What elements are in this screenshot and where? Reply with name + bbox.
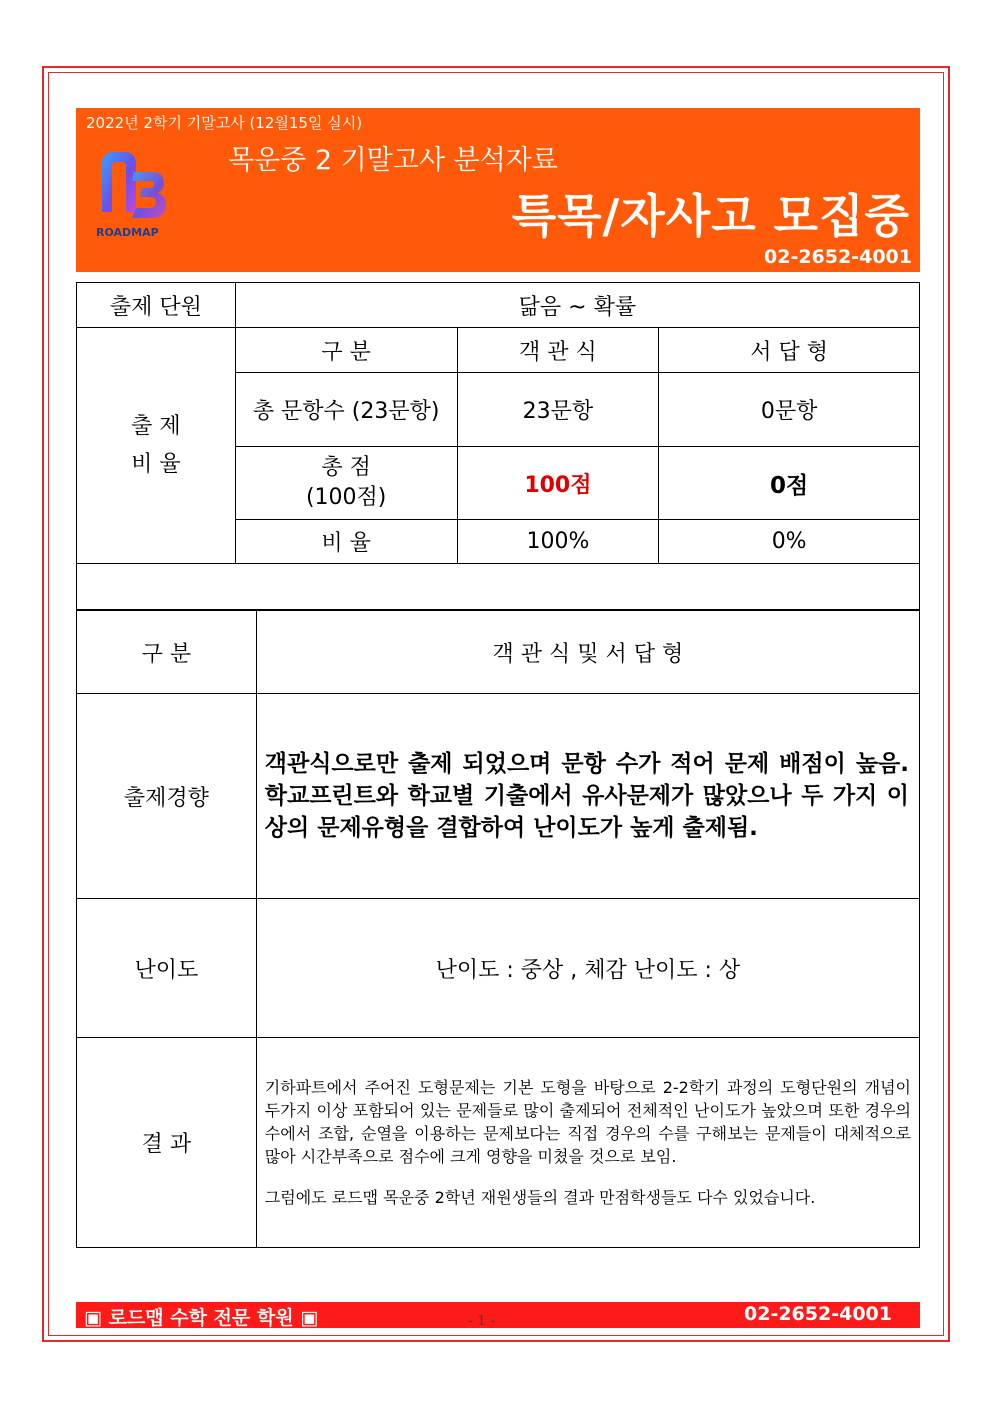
difficulty-text: 난이도 : 중상 , 체감 난이도 : 상 <box>256 899 919 1038</box>
ratio-section-label: 출 제 비 율 <box>77 328 236 564</box>
col-category: 구 분 <box>235 328 457 373</box>
result-label: 결 과 <box>77 1038 257 1248</box>
result-paragraph: 기하파트에서 주어진 도형문제는 기본 도형을 바탕으로 2-2학기 과정의 도형단원의 개념이 두가지 이상 포함되어 있는 문제들로 많이 출제되어 전체적인 난이도가 높았으며 또한 경우의 수에서 조합, 순열을 이용하는 문제보다는 직접 경우의 수를 구해보는 문제들이 대체적으로 많아 시간부족으로 점수에 크게 영향을 미쳤을 것으로 보임. <box>264 1078 911 1166</box>
analysis-header-value: 객 관 식 및 서 답 형 <box>256 611 919 694</box>
exam-info: 2022년 2학기 기말고사 (12월15일 실시) <box>86 114 363 132</box>
unit-value: 닮음 ~ 확률 <box>235 283 919 328</box>
objective-score: 100점 <box>457 447 659 520</box>
footer-phone: 02-2652-4001 <box>744 1303 892 1325</box>
spacer-row <box>77 564 920 610</box>
difficulty-label: 난이도 <box>77 899 257 1038</box>
row-ratio-label: 비 율 <box>235 520 457 564</box>
objective-question-count: 23문항 <box>457 373 659 447</box>
subjective-question-count: 0문항 <box>659 373 920 447</box>
analysis-table <box>76 610 920 1248</box>
logo-icon <box>94 142 172 226</box>
col-subjective: 서 답 형 <box>659 328 920 373</box>
subjective-ratio: 0% <box>659 520 920 564</box>
row-total-questions-label: 총 문항수 (23문항) <box>235 373 457 447</box>
promo-headline: 특목/자사고 모집중 <box>511 189 910 243</box>
unit-label: 출제 단원 <box>77 283 236 328</box>
col-objective: 객 관 식 <box>457 328 659 373</box>
trend-text: 객관식으로만 출제 되었으며 문항 수가 적어 문제 배점이 높음. 학교프린트와 학교별 기출에서 유사문제가 많았으나 두 가지 이상의 문제유형을 결합하여 난이도가 높게 출제됨. <box>256 694 919 899</box>
footer-bar <box>76 1302 920 1328</box>
analysis-title: 목운중 2 기말고사 분석자료 <box>228 145 558 176</box>
analysis-header-label: 구 분 <box>77 611 257 694</box>
footer-academy: ▣ 로드맵 수학 전문 학원 ▣ <box>84 1307 319 1329</box>
result-text <box>256 1038 919 1248</box>
trend-label: 출제경향 <box>77 694 257 899</box>
header-banner <box>76 108 920 272</box>
objective-ratio: 100% <box>457 520 659 564</box>
header-phone: 02-2652-4001 <box>764 246 912 268</box>
row-total-score-label: 총 점 (100점) <box>235 447 457 520</box>
subjective-score: 0점 <box>659 447 920 520</box>
logo-wordmark: ROADMAP <box>96 226 159 239</box>
roadmap-logo <box>94 142 172 238</box>
ratio-table <box>76 282 920 610</box>
page-number: - 1 - <box>468 1313 496 1329</box>
result-paragraph: 그럼에도 로드맵 목운중 2학년 재원생들의 결과 만점학생들도 다수 있었습니다. <box>264 1188 816 1207</box>
